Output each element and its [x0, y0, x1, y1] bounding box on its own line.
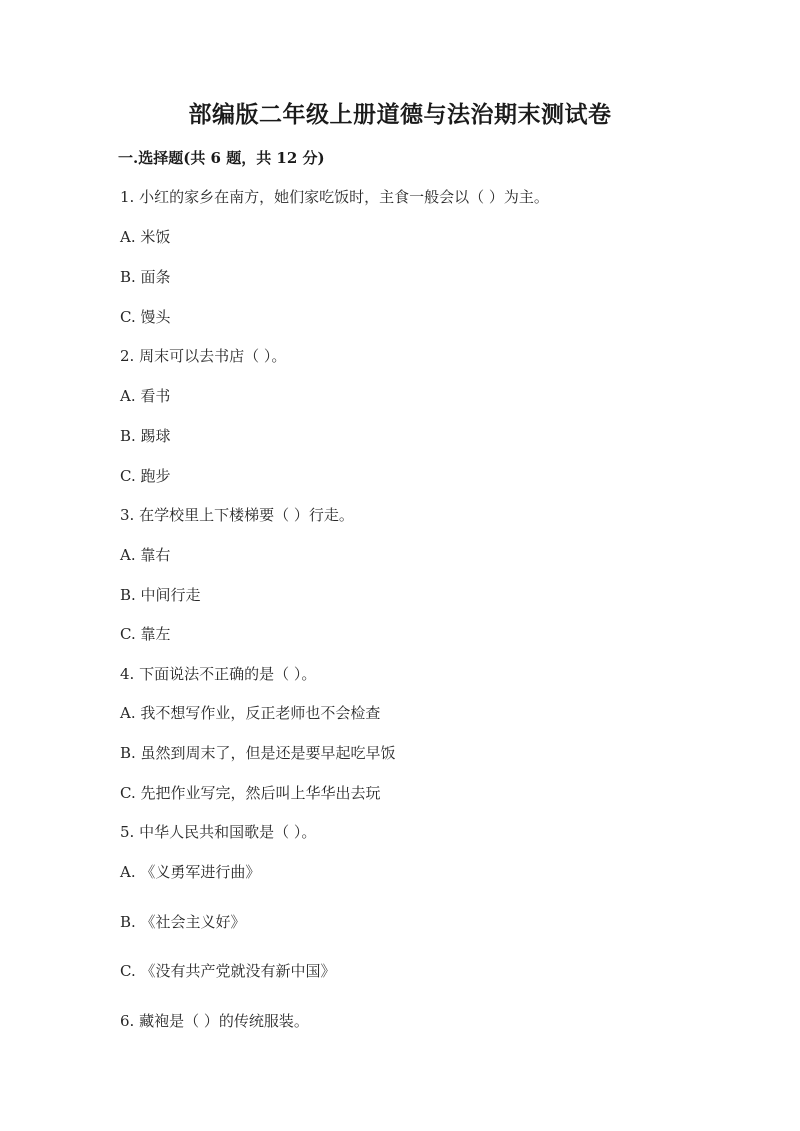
question-5-option-b: B. 《社会主义好》 [120, 913, 246, 931]
question-2-option-a: A. 看书 [120, 387, 171, 405]
section-heading: 一.选择题(共 6 题，共 12 分) [118, 149, 325, 167]
question-1-option-a: A. 米饭 [120, 228, 171, 246]
question-1-option-b: B. 面条 [120, 268, 171, 286]
question-2-option-b: B. 踢球 [120, 427, 171, 445]
question-5-option-c: C. 《没有共产党就没有新中国》 [120, 962, 336, 980]
question-3-option-c: C. 靠左 [120, 625, 171, 643]
question-5-stem: 5. 中华人民共和国歌是（ ）。 [120, 823, 317, 841]
question-3-stem: 3. 在学校里上下楼梯要（ ）行走。 [120, 506, 354, 524]
page-title: 部编版二年级上册道德与法治期末测试卷 [188, 101, 612, 128]
question-6-stem: 6. 藏袍是（ ）的传统服装。 [120, 1012, 309, 1030]
question-2-stem: 2. 周末可以去书店（ ）。 [120, 347, 287, 365]
question-2-option-c: C. 跑步 [120, 467, 171, 485]
question-1-stem: 1. 小红的家乡在南方，她们家吃饭时，主食一般会以（ ）为主。 [120, 188, 549, 206]
question-4-option-b: B. 虽然到周末了，但是还是要早起吃早饭 [120, 744, 396, 762]
question-5-option-a: A. 《义勇军进行曲》 [120, 863, 261, 881]
question-1-option-c: C. 馒头 [120, 308, 171, 326]
question-3-option-a: A. 靠右 [120, 546, 171, 564]
question-4-option-a: A. 我不想写作业，反正老师也不会检查 [120, 704, 381, 722]
question-4-option-c: C. 先把作业写完，然后叫上华华出去玩 [120, 784, 381, 802]
question-3-option-b: B. 中间行走 [120, 586, 201, 604]
question-4-stem: 4. 下面说法不正确的是（ ）。 [120, 665, 317, 683]
